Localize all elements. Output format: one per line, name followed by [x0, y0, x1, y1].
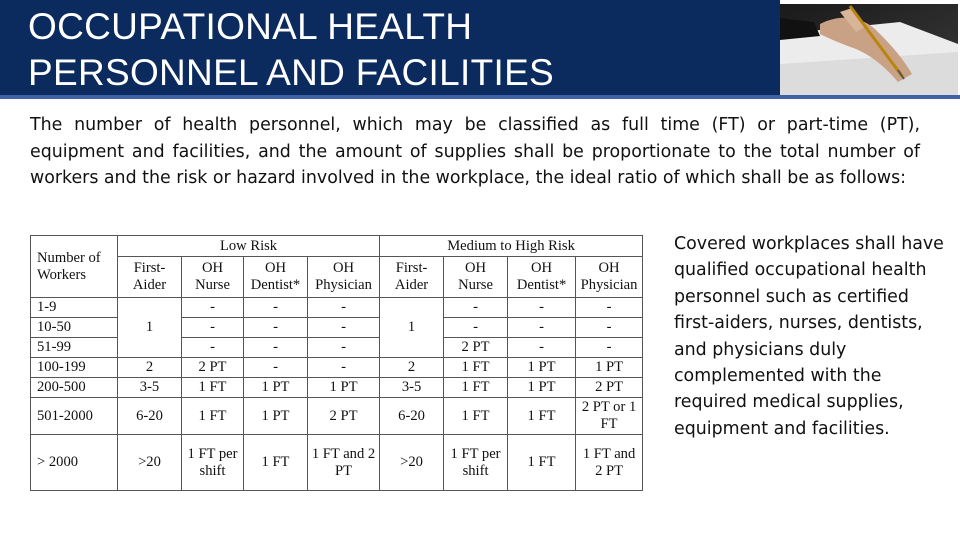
table-row-workers: > 2000 [31, 435, 118, 491]
table-cell: - [444, 298, 508, 318]
table-row-workers: 10-50 [31, 318, 118, 338]
header-divider [0, 95, 960, 99]
table-cell: - [508, 298, 576, 318]
table-cell: 2 PT [576, 378, 643, 398]
table-cell-low-first-aider-merged: 1 [118, 298, 182, 358]
header-high-oh-nurse: OH Nurse [444, 257, 508, 298]
table-cell: - [182, 318, 244, 338]
table-cell: >20 [118, 435, 182, 491]
table-cell: >20 [380, 435, 444, 491]
table-cell: 1 PT [576, 358, 643, 378]
table-cell: - [576, 318, 643, 338]
header-low-oh-nurse: OH Nurse [182, 257, 244, 298]
table-cell: 2 PT [182, 358, 244, 378]
header-medium-high-risk: Medium to High Risk [380, 236, 643, 257]
table-cell: 1 FT [182, 398, 244, 435]
table-cell: 1 FT per shift [182, 435, 244, 491]
table-cell: 6-20 [380, 398, 444, 435]
table-cell: 1 FT and 2 PT [308, 435, 380, 491]
table-cell: 2 PT or 1 FT [576, 398, 643, 435]
table-cell: - [182, 298, 244, 318]
table-cell: 2 PT [308, 398, 380, 435]
table-cell: 2 [118, 358, 182, 378]
title-line-1: OCCUPATIONAL HEALTH [28, 6, 473, 47]
table-cell: - [244, 318, 308, 338]
table-cell: - [182, 338, 244, 358]
table-cell: 1 PT [244, 378, 308, 398]
table-cell: - [308, 318, 380, 338]
table-row-workers: 200-500 [31, 378, 118, 398]
table-cell: 3-5 [118, 378, 182, 398]
header-high-first-aider: First-Aider [380, 257, 444, 298]
table-cell: 6-20 [118, 398, 182, 435]
personnel-ratio-table [30, 235, 642, 491]
table-row-workers: 1-9 [31, 298, 118, 318]
table-cell: 1 FT and 2 PT [576, 435, 643, 491]
table-cell: 1 FT [444, 378, 508, 398]
table-cell: - [244, 358, 308, 378]
table-cell: - [508, 318, 576, 338]
table-cell: - [244, 338, 308, 358]
table-cell: - [508, 338, 576, 358]
table-cell: 1 FT [182, 378, 244, 398]
table-cell: 1 FT [444, 398, 508, 435]
table-cell: - [576, 298, 643, 318]
table-cell: 1 PT [508, 358, 576, 378]
table-cell: - [576, 338, 643, 358]
table-cell: - [244, 298, 308, 318]
title-banner [0, 0, 780, 97]
page-title [28, 4, 554, 96]
table-cell-high-first-aider-merged: 1 [380, 298, 444, 358]
header-high-oh-dentist: OH Dentist* [508, 257, 576, 298]
table-cell: 2 PT [444, 338, 508, 358]
table-cell: - [444, 318, 508, 338]
table-cell: 1 FT [508, 435, 576, 491]
table-row-workers: 501-2000 [31, 398, 118, 435]
table-cell: 1 PT [508, 378, 576, 398]
header-low-oh-dentist: OH Dentist* [244, 257, 308, 298]
header-low-oh-physician: OH Physician [308, 257, 380, 298]
table-row-workers: 100-199 [31, 358, 118, 378]
hand-signing-document-icon [780, 4, 958, 95]
header-number-of-workers: Number of Workers [31, 236, 118, 298]
table-row-workers: 51-99 [31, 338, 118, 358]
table-cell: 1 FT [508, 398, 576, 435]
header-high-oh-physician: OH Physician [576, 257, 643, 298]
table-cell: 1 FT [444, 358, 508, 378]
intro-paragraph: The number of health personnel, which may be classified as full time (FT) or part-time (PT), equipment and facilities, and the amount of supplies shall be proportionate to the total number of workers and the risk or hazard involved in the workplace, the ideal ratio of which shall be as follows: [30, 115, 920, 188]
table-cell: 1 FT [244, 435, 308, 491]
table-cell: - [308, 338, 380, 358]
table-cell: 2 [380, 358, 444, 378]
table-cell: 3-5 [380, 378, 444, 398]
table-cell: 1 PT [308, 378, 380, 398]
table-cell: 1 PT [244, 398, 308, 435]
table-cell: - [308, 298, 380, 318]
title-line-2: PERSONNEL AND FACILITIES [28, 52, 555, 93]
header-low-risk: Low Risk [118, 236, 380, 257]
table-cell: 1 FT per shift [444, 435, 508, 491]
table-cell: - [308, 358, 380, 378]
side-paragraph: Covered workplaces shall have qualified occupational health personnel such as certified first-aiders, nurses, dentists, and physicians duly complemented with the required medical supplies, equipment and facilities. [674, 234, 944, 439]
header-low-first-aider: First-Aider [118, 257, 182, 298]
